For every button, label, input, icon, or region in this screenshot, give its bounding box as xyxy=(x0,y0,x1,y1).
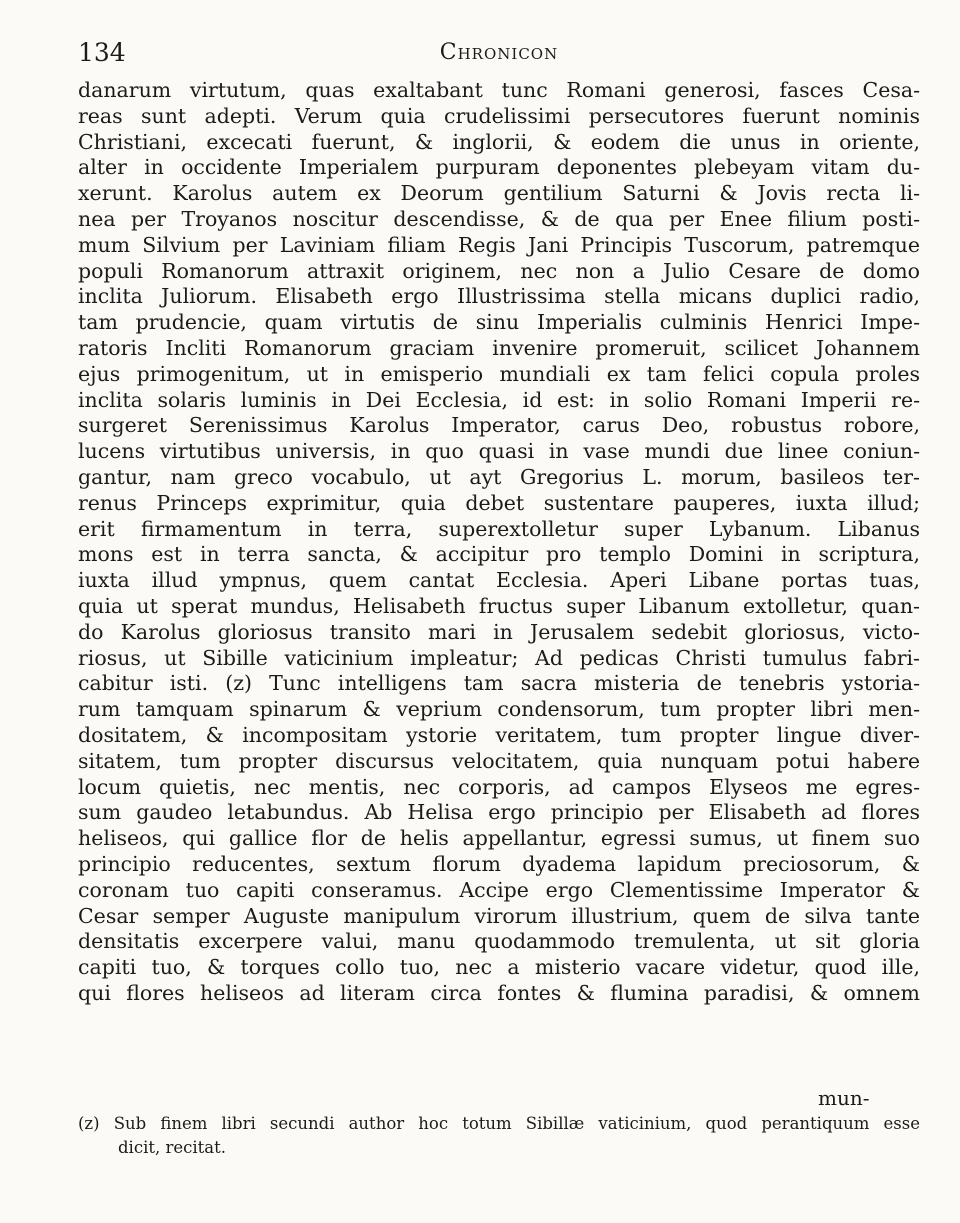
text-line: populi Romanorum attraxit originem, nec non a Julio Cesare de domo xyxy=(78,258,920,283)
text-line: inclita solaris luminis in Dei Ecclesia, id est: in solio Romani Imperii re- xyxy=(78,387,920,412)
footnote-line: (z) Sub finem libri secundi author hoc totum Sibillæ vaticinium, quod perantiquum esse xyxy=(78,1114,920,1133)
text-line: quia ut sperat mundus, Helisabeth fructus super Libanum extolletur, quan- xyxy=(78,593,920,618)
footnote-line: dicit, recitat. xyxy=(118,1138,226,1157)
text-line: principio reducentes, sextum florum dyadema lapidum preciosorum, & xyxy=(78,851,920,876)
running-title: Chronicon xyxy=(439,40,559,65)
text-line: lucens virtutibus universis, in quo quasi in vase mundi due linee coniun- xyxy=(78,439,920,464)
text-line: sitatem, tum propter discursus velocitatem, quia nunquam potui habere xyxy=(78,748,920,773)
text-line: erit firmamentum in terra, superextolletur super Lybanum. Libanus xyxy=(78,516,920,541)
text-line: ratoris Incliti Romanorum graciam invenire promeruit, scilicet Johannem xyxy=(78,335,920,360)
text-line: rum tamquam spinarum & veprium condensorum, tum propter libri men- xyxy=(78,697,920,722)
text-line: dositatem, & incompositam ystorie veritatem, tum propter lingue diver- xyxy=(78,722,920,747)
text-line: qui flores heliseos ad literam circa fontes & flumina paradisi, & omnem xyxy=(78,980,920,1005)
text-line: surgeret Serenissimus Karolus Imperator, carus Deo, robustus robore, xyxy=(78,413,920,438)
page-number: 134 xyxy=(78,38,126,67)
text-line: alter in occidente Imperialem purpuram deponentes plebeyam vitam du- xyxy=(78,155,920,180)
text-line: reas sunt adepti. Verum quia crudelissimi persecutores fuerunt nominis xyxy=(78,103,920,128)
text-line: Cesar semper Auguste manipulum virorum illustrium, quem de silva tante xyxy=(78,903,920,928)
text-line: danarum virtutum, quas exaltabant tunc Romani generosi, fasces Cesa- xyxy=(78,78,920,102)
text-line: nea per Troyanos noscitur descendisse, & de qua per Enee filium posti- xyxy=(78,206,920,231)
text-line: renus Princeps exprimitur, quia debet sustentare pauperes, iuxta illud; xyxy=(78,490,920,515)
text-line: inclita Juliorum. Elisabeth ergo Illustrissima stella micans duplici radio, xyxy=(78,284,920,309)
text-line: heliseos, qui gallice flor de helis appellantur, egressi sumus, ut finem suo xyxy=(78,826,920,851)
text-line: cabitur isti. (z) Tunc intelligens tam sacra misteria de tenebris ystoria- xyxy=(78,671,920,696)
page-header xyxy=(78,36,920,70)
catchword: mun- xyxy=(818,1086,870,1110)
text-line: ejus primogenitum, ut in emisperio mundiali ex tam felici copula proles xyxy=(78,361,920,386)
text-line: iuxta illud ympnus, quem cantat Ecclesia. Aperi Libane portas tuas, xyxy=(78,568,920,593)
text-line: locum quietis, nec mentis, nec corporis, ad campos Elyseos me egres- xyxy=(78,774,920,799)
footnote xyxy=(78,1112,920,1160)
text-line: capiti tuo, & torques collo tuo, nec a misterio vacare videtur, quod ille, xyxy=(78,955,920,980)
text-line: densitatis excerpere valui, manu quodammodo tremulenta, ut sit gloria xyxy=(78,929,920,954)
main-text xyxy=(78,78,920,1007)
text-line: riosus, ut Sibille vaticinium impleatur; Ad pedicas Christi tumulus fabri- xyxy=(78,645,920,670)
text-line: mum Silvium per Laviniam filiam Regis Jani Principis Tuscorum, patremque xyxy=(78,232,920,257)
text-line: coronam tuo capiti conseramus. Accipe ergo Clementissime Imperator & xyxy=(78,877,920,902)
text-line: tam prudencie, quam virtutis de sinu Imperialis culminis Henrici Impe- xyxy=(78,310,920,335)
text-line: Christiani, excecati fuerunt, & inglorii, & eodem die unus in oriente, xyxy=(78,129,920,154)
text-line: gantur, nam greco vocabulo, ut ayt Gregorius L. morum, basileos ter- xyxy=(78,464,920,489)
text-line: do Karolus gloriosus transito mari in Jerusalem sedebit gloriosus, victo- xyxy=(78,619,920,644)
text-line: sum gaudeo letabundus. Ab Helisa ergo principio per Elisabeth ad flores xyxy=(78,800,920,825)
text-line: mons est in terra sancta, & accipitur pro templo Domini in scriptura, xyxy=(78,542,920,567)
text-line: xerunt. Karolus autem ex Deorum gentilium Saturni & Jovis recta li- xyxy=(78,181,920,206)
